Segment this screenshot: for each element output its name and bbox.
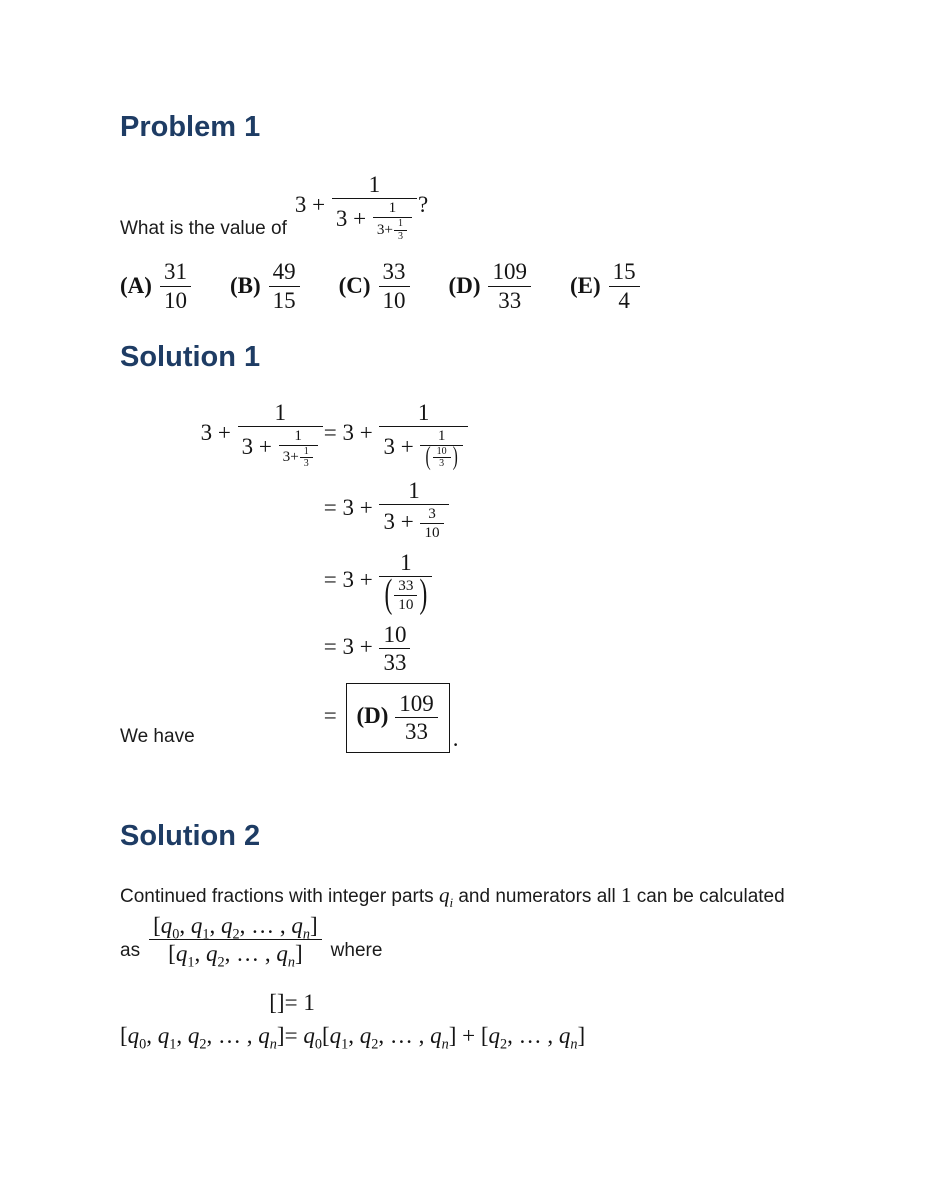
inline-math-qi: $q_i$ — [438, 883, 454, 911]
solution-1-lead-text: We have — [120, 725, 195, 747]
solution-2-recurrence-equations: [] = 1 [$q_0$, $q_1$, $q_2$, … , $q_n$] = $q_0[q_1$, $q_2$, … , $q_n] + [q_2$, … , $q_n$] — [120, 989, 586, 1053]
problem-1-heading: Problem 1 — [120, 111, 261, 143]
answer-choice-c — [339, 258, 411, 313]
where-text: where — [330, 939, 383, 961]
answer-choices — [120, 258, 915, 313]
problem-lead-text: What is the value of — [120, 217, 287, 239]
choice-a-fraction: 31 10 — [159, 258, 192, 313]
choice-e-label: (E) — [569, 273, 601, 299]
choice-d-fraction: 109 33 — [487, 258, 532, 313]
bracket-ratio-fraction: $\frac{[q_0, q_1, q_2, \dots , q_n]}{[q_1, q_2, \dots , q_n]}$ — [148, 912, 323, 967]
choice-e-fraction: 15 4 — [608, 258, 641, 313]
answer-choice-e — [570, 258, 641, 313]
solution-1-equations: 3 + 1 3 + 1 3+ $\frac{1}{3}$ = 3 + 1 3 + 1 ( $\frac{10}{3}$ ) = 3 + 1 3 + $\frac{3}{10}$ = 3 + 1 ( $\frac{33}{10}$ ) = 3 + $\frac{10}{33}$ = (D) $\frac{109}{33}$ . — [201, 399, 469, 753]
solution-2-text-2: and numerators all — [453, 886, 622, 908]
solution-2-heading: Solution 2 — [120, 819, 261, 852]
answer-choice-a — [120, 258, 192, 313]
answer-choice-b — [230, 258, 301, 313]
solution-1-heading: Solution 1 — [120, 340, 261, 373]
solution-1-derivation — [120, 399, 915, 753]
problem-continued-fraction: 3 + 1 3 + 1 3+ $\frac{1}{3}$ ? — [294, 171, 429, 242]
answer-choice-d — [449, 258, 532, 313]
choice-b-label: (B) — [229, 273, 261, 299]
as-text: as — [120, 939, 141, 961]
choice-c-fraction: 33 10 — [378, 258, 411, 313]
solution-2-text-1: Continued fractions with integer parts — [120, 886, 439, 908]
solution-2-as-line — [120, 912, 915, 972]
choice-b-fraction: 49 15 — [268, 258, 301, 313]
choice-c-label: (C) — [338, 273, 371, 299]
solution-2-text-3: can be calculated — [631, 886, 785, 908]
solution-2-paragraph — [120, 883, 915, 911]
problem-statement — [120, 171, 915, 243]
inline-math-one: 1 — [621, 883, 632, 908]
choice-a-label: (A) — [120, 273, 152, 299]
choice-d-label: (D) — [448, 273, 481, 299]
